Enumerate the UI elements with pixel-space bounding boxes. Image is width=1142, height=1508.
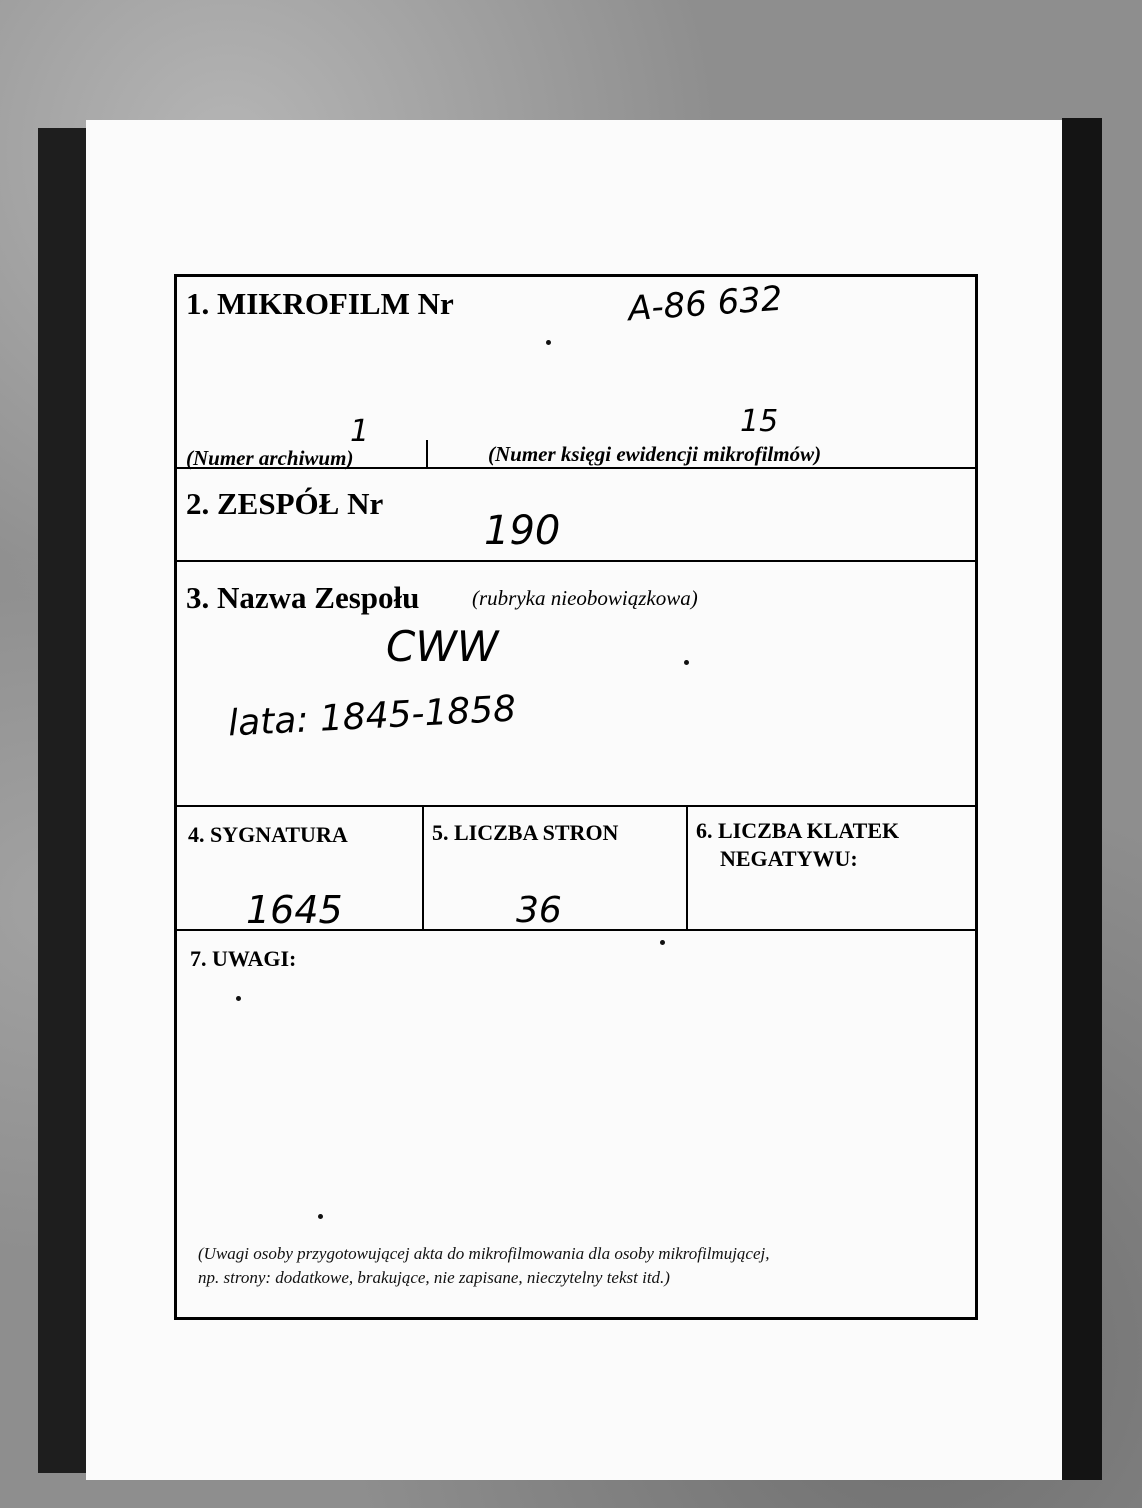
archive-separator: [426, 440, 428, 468]
remarks-footnote-line1: (Uwagi osoby przygotowującej akta do mikrofilmowania dla osoby mikrofilmującej,: [198, 1244, 770, 1263]
negative-frames-label-line1: 6. LICZBA KLATEK: [696, 818, 900, 843]
handwritten-fonds-name: CWW: [386, 622, 499, 671]
scan-shadow-right: [1062, 118, 1102, 1480]
book-number-label: (Numer księgi ewidencji mikrofilmów): [488, 442, 822, 466]
fonds-number-label: 2. ZESPÓŁ Nr: [186, 486, 384, 521]
scan-speck: [684, 660, 689, 665]
microfilm-number-label: 1. MIKROFILM Nr: [186, 286, 454, 321]
scan-speck: [236, 996, 241, 1001]
scan-speck: [660, 940, 665, 945]
form-frame: [174, 274, 978, 1320]
fonds-name-optional-note: (rubryka nieobowiązkowa): [472, 586, 698, 610]
remarks-label: 7. UWAGI:: [190, 946, 297, 971]
handwritten-book-number: 15: [740, 404, 779, 439]
negative-frames-label-line2: NEGATYWU:: [720, 846, 858, 871]
fonds-name-label: 3. Nazwa Zespołu: [186, 580, 420, 615]
handwritten-years: lata: 1845-1858: [227, 688, 517, 745]
handwritten-fonds-number: 190: [484, 508, 561, 554]
scan-speck: [318, 1214, 323, 1219]
page-count-label: 5. LICZBA STRON: [432, 820, 619, 845]
column-divider-2: [686, 806, 688, 930]
scan-speck: [546, 340, 551, 345]
divider-3: [176, 805, 976, 807]
column-divider-1: [422, 806, 424, 930]
handwritten-microfilm-number: A-86 632: [626, 278, 784, 330]
signature-label: 4. SYGNATURA: [188, 822, 348, 847]
handwritten-page-count: 36: [516, 890, 562, 931]
archive-number-label: (Numer archiwum): [186, 446, 354, 470]
remarks-footnote-line2: np. strony: dodatkowe, brakujące, nie zapisane, nieczytelny tekst itd.): [198, 1268, 670, 1287]
handwritten-signature: 1645: [246, 888, 343, 932]
handwritten-archive-number: 1: [350, 414, 370, 449]
divider-2: [176, 560, 976, 562]
